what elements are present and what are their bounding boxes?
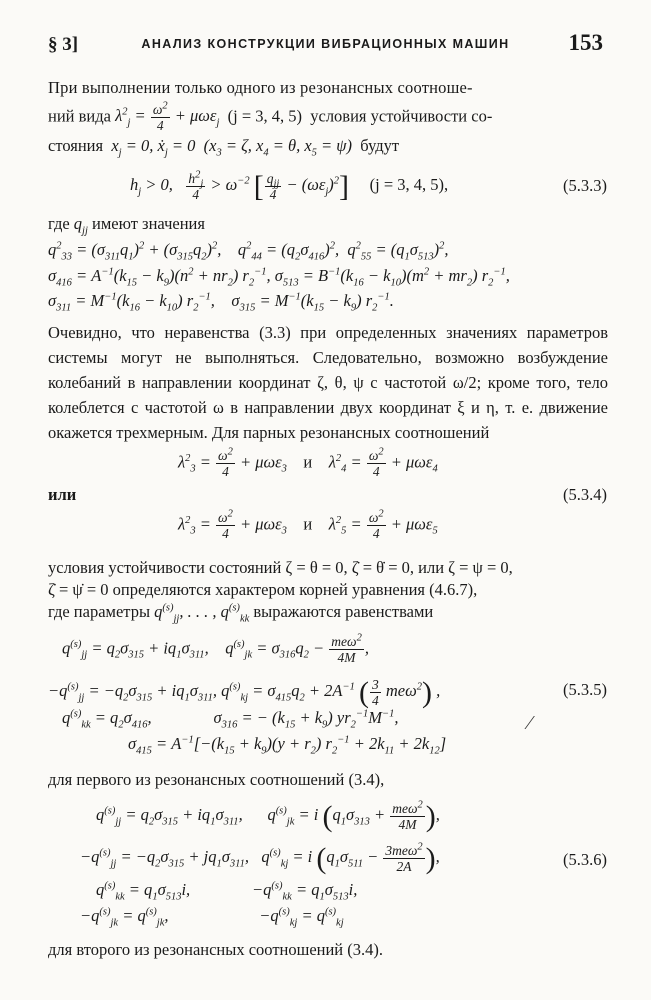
parameter-range: $q^{(s)}_{jj}$, . . . , $q^{(s)}_{kk}$ [154,602,250,625]
paragraph-4-line-1: условия устойчивости состояний ζ = θ = 0, ζ̇ = θ̇ = 0, или ζ = ψ = 0, [48,558,513,577]
equation-number-5-3-6: (5.3.6) [563,850,607,869]
and-word: и [303,452,313,472]
text-fragment: будут [360,136,400,155]
or-word: или [48,485,77,504]
equation-number-5-3-3: (5.3.3) [563,176,607,195]
text-fragment: где параметры [48,602,151,621]
formula-5-3-5-line-4: $\sigma_{415} = A^{-1}[-(k_{15} + k_9)(y + r_2) r_2^{-1} + 2k_{11} + 2k_{12}]$ [128,734,447,757]
equation-number-5-3-4: (5.3.4) [563,485,607,504]
equation-number-5-3-5: (5.3.5) [563,680,607,699]
text-fragment: выражаются равенствами [253,602,434,621]
running-title: АНАЛИЗ КОНСТРУКЦИИ ВИБРАЦИОННЫХ МАШИН [141,37,510,51]
formula-5-3-5-line-1: $q^{(s)}_{jj} = q_2\sigma_{315} + iq_1\sigma_{311}$, $q^{(s)}_{jk} = \sigma_{316}q_2$ − meω$^2$ 4M , [62,632,369,665]
text-fragment: условия устойчивости со- [310,106,493,126]
text-fragment: ний вида [48,106,111,126]
formula-5-3-3: $h_j > 0$, $\frac{h^2_j}{4}$ > $\omega^{-2}$ [ $q_{jj}$ 4 − $(\omega\varepsilon_j)^2$] (j = 3, 4, 5), [130,169,449,203]
formula-5-3-4-a: $\lambda^2_3$ = $\frac{\omega^2}{4}$ + μωε$_3$ и $\lambda^2_4$ = $\frac{\omega^2}{4}$ + μωε$_4$ [178,446,438,479]
paragraph-2 [48,214,608,237]
formula-q-definitions-3: $\sigma_{311} = M^{-1}(k_{16} - k_{10})$ $r_2^{-1}$, $\sigma_{315} = M^{-1}(k_{15} - k_9)$ $r_2^{-1}$. [48,291,394,314]
and-word: и [303,514,313,534]
formula-5-3-6-line-1: $q^{(s)}_{jj} = q_2\sigma_{315} + iq_1\sigma_{311}$, $q^{(s)}_{jk} = i$ ($q_1\sigma_{313}$ + meω$^2$ 4M ), [96,799,440,833]
paragraph-5: для первого из резонансных соотношений (3.4), [48,770,385,789]
variable-q-jj: $q_{jj}$ [73,214,88,237]
formula-q-definitions-2: $\sigma_{416} = A^{-1}(k_{15} - k_9)(n^2 + nr_2)$ $r_2^{-1}$, $\sigma_{513} = B^{-1}(k_{16} - k_{10})(m^2 + mr_2)$ $r_2^{-1}$, [48,266,510,289]
formula-q-definitions-1: $q^2_{33} = (\sigma_{311}q_1)^2 + (\sigma_{315}q_2)^2$, $q^2_{44} = (q_2\sigma_{416})^2$, $q^2_{55} = (q_1\sigma_{513})^2$, [48,240,449,263]
pencil-mark: ⁄ [528,712,532,734]
formula-5-3-6-line-4: $-q^{(s)}_{jk} = q^{(s)}_{jk}$, $-q^{(s)}_{kj} = q^{(s)}_{kj}$ [80,906,344,929]
state-formula: $x_j = 0$, ẋ$_j$ = 0 ($x_3 = \zeta$, $x_4 = \theta$, $x_5 = \psi$) [107,136,357,159]
paragraph-6: для второго из резонансных соотношений (3.4). [48,940,383,959]
paragraph-1-line-1: При выполнении только одного из резонансных соотноше- [48,78,473,97]
text-fragment: имеют значения [92,214,205,233]
text-fragment: стояния [48,136,104,155]
text-fragment: где [48,214,70,233]
paragraph-4-line-2: ζ̇ = ψ̇ = 0 определяются характером корней уравнения (4.6.7), [48,580,478,599]
page-number: 153 [568,30,603,55]
formula-5-3-4-b: $\lambda^2_3$ = $\frac{\omega^2}{4}$ + μωε$_3$ и $\lambda^2_5$ = $\frac{\omega^2}{4}$ + μωε$_5$ [178,508,438,541]
paragraph-1-line-2 [48,102,608,133]
section-marker: § 3] [48,34,79,55]
paragraph-1-line-3 [48,136,608,159]
running-header [48,26,603,56]
formula-5-3-5-line-3: $q^{(s)}_{kk} = q_2\sigma_{416}$, $\sigma_{316}$ = − $(k_{15} + k_9)$ $yr_2^{-1}M^{-1}$, [62,708,399,731]
formula-5-3-6-line-3: $q^{(s)}_{kk} = q_1\sigma_{513}i$, $-q^{(s)}_{kk} = q_1\sigma_{513}i$, [96,880,358,903]
resonance-formula: $\lambda^2_j$ = $\frac{\omega^2}{4}$ + μωε$_j$ [115,100,220,133]
paragraph-3: Очевидно, что неравенства (3.3) при определенных значениях параметров системы могут не выполняться. Следовательно, возможно возбуждение колебаний в направлении координат ζ, θ, ψ с частотой ω/2; кроме того, тело колеблется с частотой ω в направлении двух координат ξ и η, т. е. движение окажется трехмерным. Для парных резонансных соотношений [48,323,608,442]
formula-5-3-5-line-2: $-q^{(s)}_{jj} = -q_2\sigma_{315} + iq_1\sigma_{311}$, $q^{(s)}_{kj} = \sigma_{415}q_2 + 2A^{-1}$ ( $\frac{3}{4}$ meω$^2$) , [48,676,441,709]
paragraph-4-line-3 [48,602,608,625]
condition-text: (j = 3, 4, 5) [227,106,302,126]
formula-5-3-6-line-2: $-q^{(s)}_{jj} = -q_2\sigma_{315} + jq_1\sigma_{311}$, $q^{(s)}_{kj} = i$ ($q_1\sigma_{511}$ − 3meω$^2$ 2A ), [80,841,440,875]
